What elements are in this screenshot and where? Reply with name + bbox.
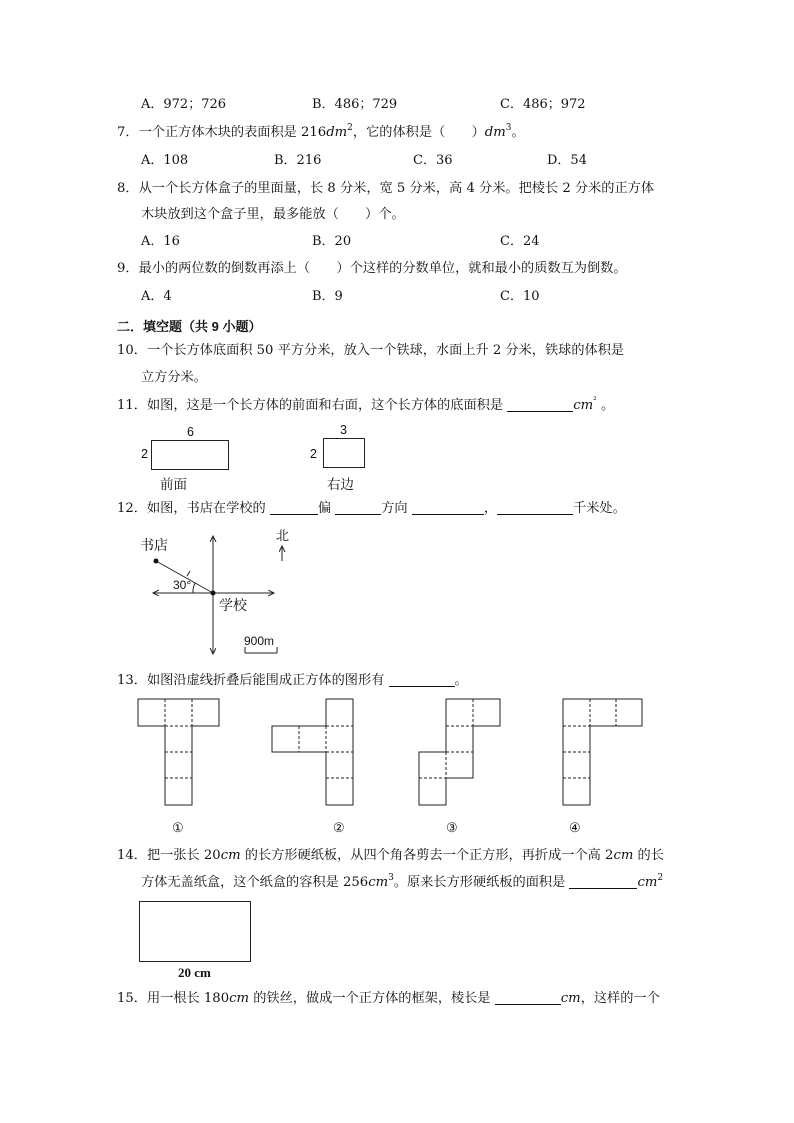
q14-fig-label: 20 cm: [178, 965, 211, 980]
q9-stem: 9．最小的两位数的倒数再添上（ ）个这样的分数单位，就和最小的质数互为倒数。: [117, 261, 627, 276]
q8-stem-line1: 8．从一个长方体盒子的里面量，长 8 分米，宽 5 分米，高 4 分米。把棱长 2 分米的正方体: [117, 181, 655, 196]
q8-option-b: B．20: [312, 234, 352, 249]
q11-front-label: 前面: [160, 477, 187, 492]
q11-right-height: 2: [310, 447, 317, 461]
q10-stem-line2: 立方分米。: [141, 370, 207, 385]
q15-stem: 15．用一根长 180cm 的铁丝，做成一个正方体的框架，棱长是 cm，这样的一个: [117, 991, 660, 1006]
q11-right-label: 右边: [327, 477, 354, 492]
net-label-2: ②: [333, 820, 345, 835]
section-heading: 二．填空题（共 9 小题）: [117, 319, 262, 334]
net-1: [138, 699, 219, 805]
q9-option-a: A．4: [141, 289, 172, 304]
net-3: [419, 699, 500, 805]
net-label-1: ①: [172, 820, 184, 835]
answer-blank[interactable]: [495, 990, 561, 1005]
q13-stem: 13．如图沿虚线折叠后能围成正方体的图形有 。: [117, 673, 468, 688]
q14-stem-line1: 14．把一张长 20cm 的长方形硬纸板，从四个角各剪去一个正方形，再折成一个高 2cm 的长: [117, 848, 664, 863]
q7-option-c: C．36: [413, 153, 453, 168]
q8-option-c: C．24: [500, 234, 540, 249]
q7-stem: 7．一个正方体木块的表面积是 $216dm^2$，它的体积是（ ）$dm^3$。: [117, 123, 525, 140]
q9-option-c: C．10: [500, 289, 540, 304]
answer-blank[interactable]: [569, 874, 637, 889]
q14-cardboard-rect: [139, 901, 251, 962]
q12-stem: 12．如图，书店在学校的 偏 方向 ， 千米处。: [117, 501, 626, 516]
scale-label: 900m: [244, 634, 275, 648]
q11-front-width: 6: [187, 425, 194, 439]
net-4: [563, 699, 642, 805]
q7-option-b: B．216: [274, 153, 322, 168]
q11-right-width: 3: [340, 423, 347, 437]
bookstore-label: 书店: [140, 537, 168, 553]
q8-stem-line2: 木块放到这个盒子里，最多能放（ ）个。: [141, 207, 405, 222]
q9-option-b: B．9: [312, 289, 343, 304]
q10-stem-line1: 10．一个长方体底面积 50 平方分米，放入一个铁球，水面上升 2 分米，铁球的体积是: [117, 343, 625, 358]
q7-option-d: D．54: [547, 153, 587, 168]
q6-option-a: A．972；726: [141, 97, 227, 112]
school-label: 学校: [219, 597, 247, 613]
net-label-4: ④: [569, 820, 581, 835]
q7-option-a: A．108: [141, 153, 189, 168]
net-label-3: ③: [446, 820, 458, 835]
q11-front-height: 2: [141, 447, 148, 461]
north-label: 北: [276, 528, 290, 543]
q6-option-c: C．486；972: [500, 97, 586, 112]
q6-option-b: B．486；729: [312, 97, 398, 112]
net-2: [272, 699, 353, 805]
q8-option-a: A．16: [141, 234, 180, 249]
angle-label: 30°: [173, 578, 192, 592]
q11-stem: 11．如图，这是一个长方体的前面和右面，这个长方体的底面积是 $cm^{^2}$ 。: [117, 396, 615, 413]
q14-stem-line2: 方体无盖纸盒，这个纸盒的容积是 $256cm^3$。原来长方形硬纸板的面积是 $cm^2$: [141, 873, 664, 890]
